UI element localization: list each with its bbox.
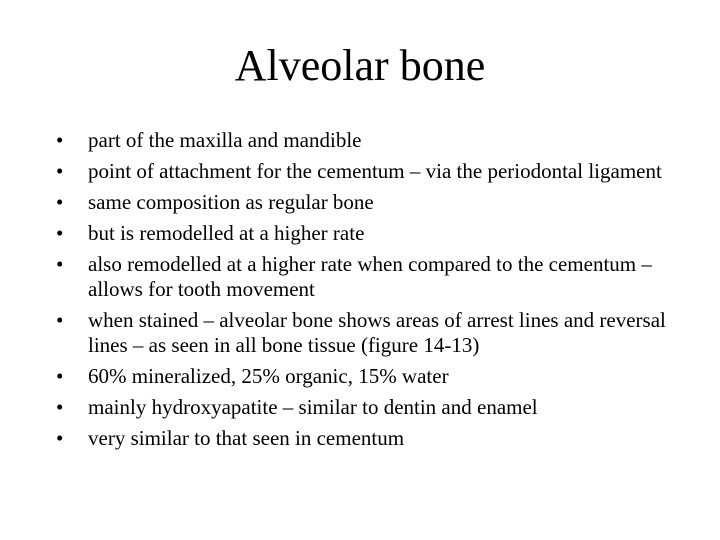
bullet-dot-icon: • bbox=[56, 128, 64, 152]
bullet-item bbox=[56, 395, 676, 420]
bullet-text: 60% mineralized, 25% organic, 15% water bbox=[88, 364, 449, 389]
bullet-item bbox=[56, 426, 676, 451]
bullet-text: mainly hydroxyapatite – similar to dentin and enamel bbox=[88, 395, 538, 420]
bullet-text: same composition as regular bone bbox=[88, 190, 374, 214]
bullet-text: very similar to that seen in cementum bbox=[88, 426, 405, 451]
bullet-dot-icon: • bbox=[56, 159, 64, 183]
bullet-dot-icon: • bbox=[56, 190, 64, 214]
bullet-item bbox=[56, 128, 676, 153]
bullet-item bbox=[56, 159, 676, 184]
bullet-list bbox=[56, 128, 676, 457]
slide-title: Alveolar bone bbox=[234, 41, 486, 90]
bullet-text: point of attachment for the cementum – via the periodontal ligament bbox=[88, 159, 662, 183]
bullet-text: part of the maxilla and mandible bbox=[88, 128, 362, 152]
bullet-dot-icon: • bbox=[56, 221, 64, 245]
bullet-item bbox=[56, 308, 676, 358]
bullet-dot-icon: • bbox=[56, 252, 64, 276]
bullet-item bbox=[56, 190, 676, 215]
bullet-dot-icon: • bbox=[56, 308, 64, 333]
bullet-item bbox=[56, 364, 676, 389]
bullet-dot-icon: • bbox=[56, 364, 64, 389]
bullet-text: but is remodelled at a higher rate bbox=[88, 221, 365, 245]
bullet-dot-icon: • bbox=[56, 395, 64, 420]
bullet-text: when stained – alveolar bone shows areas of arrest lines and reversal lines – as seen in all bone tissue (figure 14-13) bbox=[88, 308, 666, 358]
bullet-item bbox=[56, 221, 676, 246]
bullet-item bbox=[56, 252, 676, 302]
bullet-text: also remodelled at a higher rate when compared to the cementum – allows for tooth movement bbox=[88, 252, 652, 302]
bullet-dot-icon: • bbox=[56, 426, 64, 451]
